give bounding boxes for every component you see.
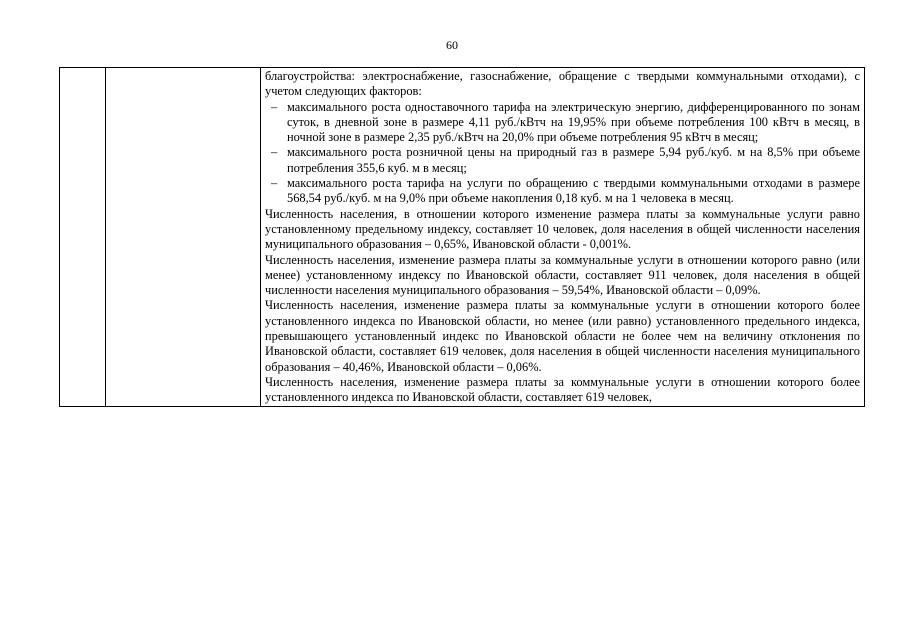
list-item: – максимального роста одноставочного тарифа на электрическую энергию, дифференцированного по зонам суток, в дневной зоне в размере 4,11 руб./кВтч на 19,95% при объеме потребления 100 кВтч в месяц, в ночной зоне в размере 2,35 руб./кВтч на 20,0% при объеме потребления 95 кВтч в месяц;: [265, 100, 860, 146]
page-number: 60: [446, 38, 458, 52]
paragraph-between-index: Численность населения, изменение размера платы за коммунальные услуги в отношении которого более установленного индекса по Ивановской области, но менее (или равно) установленного предельного индекса, превышающего установленный индекс по Ивановской области не более чем на величину отклонения по Ивановской области, составляет 619 человек, доля населения в общей численности населения муниципального образования – 40,46%, Ивановской области – 0,06%.: [265, 298, 860, 374]
list-item: – максимального роста розничной цены на природный газ в размере 5,94 руб./куб. м на 8,5% при объеме потребления 355,6 куб. м в месяц;: [265, 145, 860, 176]
municipality-cell: [106, 68, 261, 407]
table-row: [60, 68, 865, 407]
intro-text: благоустройства: электроснабжение, газоснабжение, обращение с твердыми коммунальными отходами), с учетом следующих факторов:: [265, 69, 860, 99]
row-number-cell: [60, 68, 106, 407]
document-table: [59, 67, 865, 407]
paragraph-below-index: Численность населения, изменение размера платы за коммунальные услуги в отношении которого равно (или менее) установленному индексу по Ивановской области, составляет 911 человек, доля населения в общей численности населения муниципального образования – 59,54%, Ивановской области – 0,09%.: [265, 252, 860, 298]
content-cell: [261, 68, 865, 407]
factors-list: [265, 100, 860, 207]
list-item: – максимального роста тарифа на услуги по обращению с твердыми коммунальными отходами в размере 568,54 руб./куб. м на 9,0% при объеме накопления 0,18 куб. м на 1 человека в месяц.: [265, 176, 860, 207]
paragraph-equal-limit: Численность населения, в отношении которого изменение размера платы за коммунальные услуги равно установленному предельному индексу, составляет 10 человек, доля населения в общей численности населения муниципального образования – 0,65%, Ивановской области - 0,001%.: [265, 206, 860, 252]
paragraph-above-index: Численность населения, изменение размера платы за коммунальные услуги в отношении которого более установленного индекса по Ивановской области, составляет 619 человек,: [265, 374, 860, 405]
